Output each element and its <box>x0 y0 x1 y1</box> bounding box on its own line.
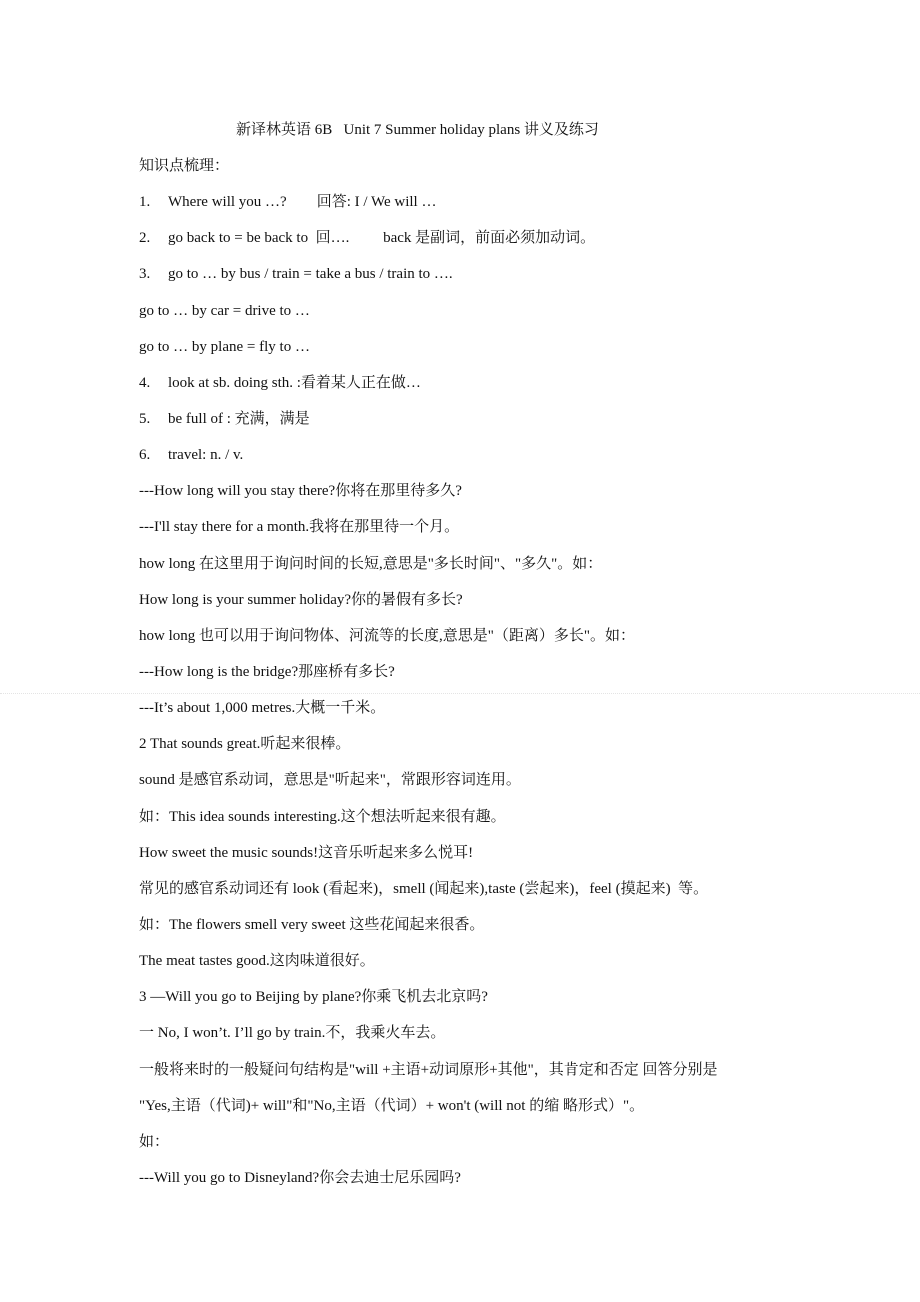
text-line <box>139 299 717 335</box>
line-text: go to … by bus / train = take a bus / train to …. <box>168 266 453 283</box>
text-line <box>139 588 717 624</box>
line-text: The meat tastes good.这肉味道很好。 <box>139 953 375 970</box>
text-line <box>139 624 717 660</box>
text-line <box>139 1058 717 1094</box>
line-text: 3 —Will you go to Beijing by plane?你乘飞机去北京吗? <box>139 989 488 1006</box>
line-text: Where will you …? 回答: I / We will … <box>168 194 437 211</box>
text-line <box>139 985 717 1021</box>
line-text: 一般将来时的一般疑问句结构是"will +主语+动词原形+其他"，其肯定和否定 回答分别是 <box>139 1061 718 1078</box>
text-line <box>139 335 717 371</box>
line-text: travel: n. / v. <box>168 447 244 464</box>
text-line <box>139 913 717 949</box>
list-number: 4. <box>139 374 151 391</box>
text-line <box>139 1130 717 1166</box>
text-line <box>139 1094 717 1130</box>
text-line <box>139 479 717 515</box>
line-text: ---How long is the bridge?那座桥有多长? <box>139 663 395 680</box>
text-line <box>139 443 717 479</box>
list-number: 3. <box>139 266 151 283</box>
text-line <box>139 262 717 298</box>
line-text: 知识点梳理： <box>139 158 230 174</box>
line-text: 常见的感官系动词还有 look (看起来)，smell (闻起来),taste (尝起来)，feel (摸起来) 等。 <box>139 880 709 897</box>
line-text: ---I'll stay there for a month.我将在那里待一个月。 <box>139 519 460 536</box>
text-line <box>139 841 717 877</box>
text-line <box>139 1166 717 1202</box>
line-text: 如：This idea sounds interesting.这个想法听起来很有趣。 <box>139 808 506 825</box>
line-text: ---Will you go to Disneyland?你会去迪士尼乐园吗? <box>139 1169 461 1186</box>
text-line <box>139 768 717 804</box>
text-line <box>139 877 717 913</box>
text-line <box>139 552 717 588</box>
list-number: 6. <box>139 447 151 464</box>
line-text: "Yes,主语（代词)+ will"和"No,主语（代词）+ won't (will not 的缩 略形式）"。 <box>139 1097 645 1114</box>
text-line <box>139 805 717 841</box>
line-text: ---It’s about 1,000 metres.大概一千米。 <box>139 700 386 717</box>
line-text: 如： <box>139 1133 170 1150</box>
list-number: 5. <box>139 410 151 427</box>
line-text: How sweet the music sounds!这音乐听起来多么悦耳! <box>139 844 474 861</box>
line-text: go to … by car = drive to … <box>139 302 310 319</box>
list-number: 1. <box>139 194 151 211</box>
line-text: go to … by plane = fly to … <box>139 338 310 355</box>
document-title: 新译林英语 6B Unit 7 Summer holiday plans 讲义及练习 <box>236 122 599 138</box>
text-line <box>139 696 717 732</box>
line-text: 一 No, I won’t. I’ll go by train.不，我乘火车去。 <box>139 1025 446 1042</box>
text-line <box>139 226 717 262</box>
line-text: be full of : 充满，满是 <box>168 410 310 427</box>
text-line <box>139 732 717 768</box>
line-text: how long 也可以用于询问物体、河流等的长度,意思是"（距离）多长"。如： <box>139 627 635 644</box>
text-line <box>139 1021 717 1057</box>
line-text: look at sb. doing sth. :看着某人正在做… <box>168 374 421 391</box>
list-number: 2. <box>139 230 151 247</box>
line-text: go back to = be back to 回…. back 是副词，前面必须加动词。 <box>168 230 596 247</box>
line-text: How long is your summer holiday?你的暑假有多长? <box>139 591 463 608</box>
line-text: ---How long will you stay there?你将在那里待多久? <box>139 483 462 500</box>
text-line <box>139 371 717 407</box>
line-text: sound 是感官系动词，意思是"听起来"，常跟形容词连用。 <box>139 772 521 789</box>
line-text: 如：The flowers smell very sweet 这些花闻起来很香。 <box>139 916 485 933</box>
text-line <box>139 407 717 443</box>
text-line <box>139 949 717 985</box>
line-text: how long 在这里用于询问时间的长短,意思是"多长时间"、"多久"。如： <box>139 555 603 572</box>
text-line <box>139 154 717 190</box>
text-line <box>139 190 717 226</box>
document-body <box>139 154 717 1202</box>
text-line <box>139 660 717 696</box>
text-line <box>139 515 717 551</box>
line-text: 2 That sounds great.听起来很棒。 <box>139 736 351 753</box>
